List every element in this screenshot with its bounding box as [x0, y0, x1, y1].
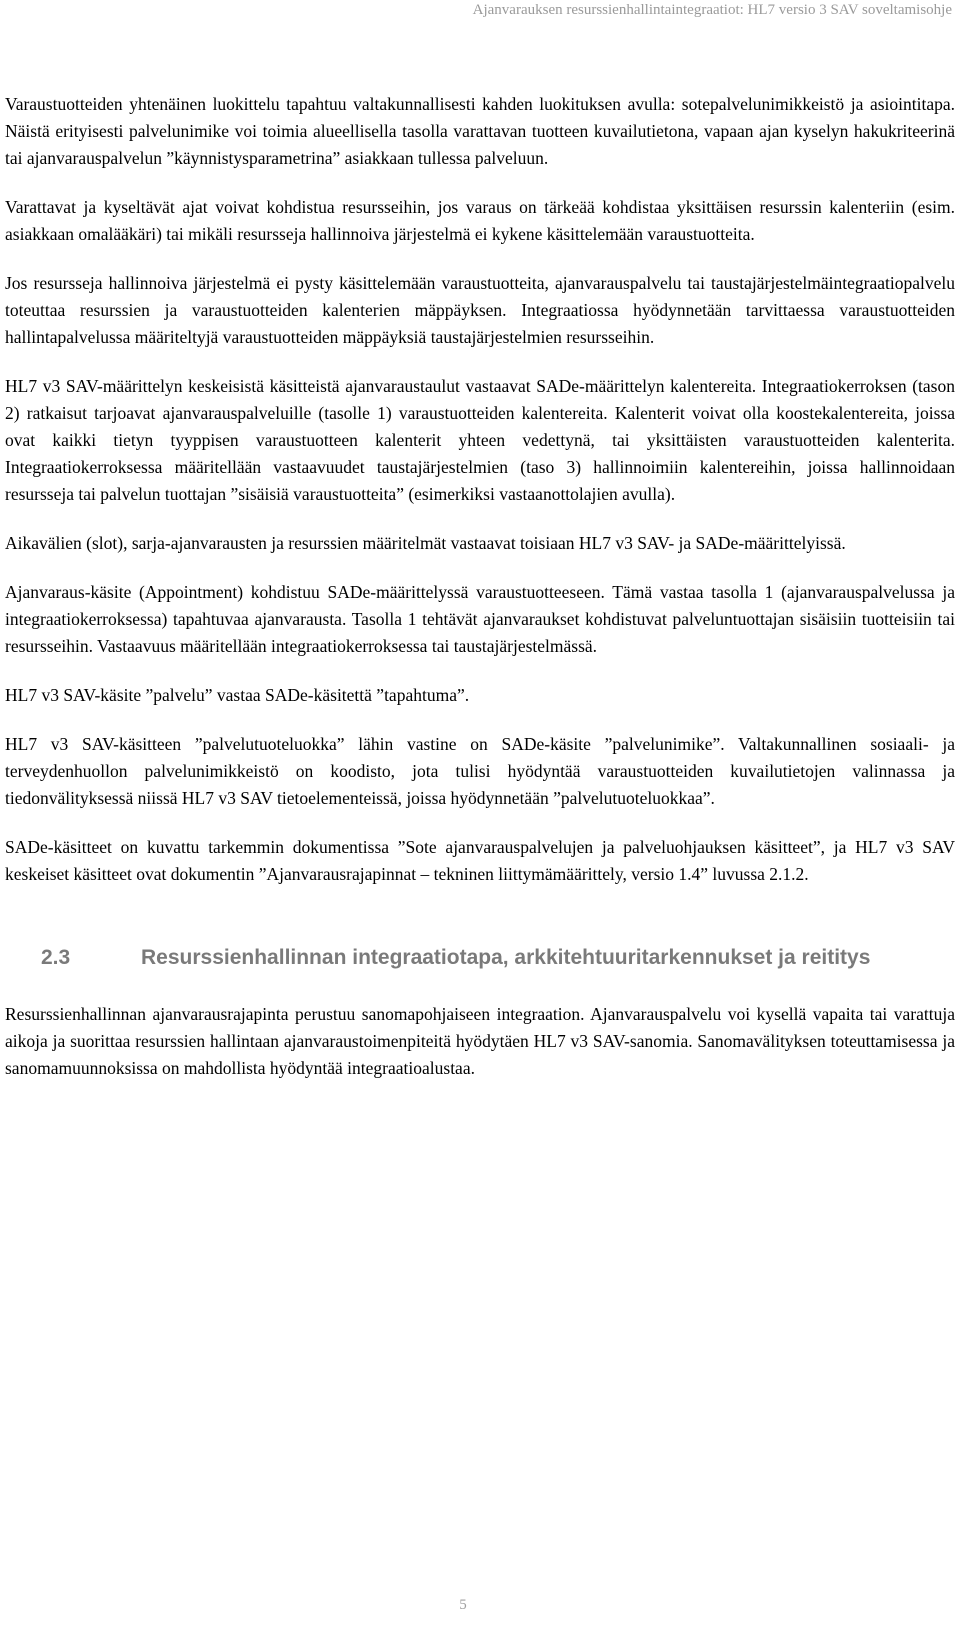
paragraph-service-class: HL7 v3 SAV-käsitteen ”palvelutuoteluokka” lähin vastine on SADe-käsite ”palvelunimike”. Valtakunnallinen sosiaali- ja terveydenhuollon palvelunimikkeistö on koodisto, jota tulisi hyödyntää varaustuotteiden kuvailutietojen valinnassa ja tiedonvälityksessä niissä HL7 v3 SAV tietoelementeissä, joissa hyödynnetään ”palvelutuoteluokkaa”.: [5, 734, 955, 808]
document-body: [5, 91, 955, 1104]
paragraph-service-event: HL7 v3 SAV-käsite ”palvelu” vastaa SADe-käsitettä ”tapahtuma”.: [5, 685, 470, 705]
section-number: 2.3: [41, 946, 71, 969]
section-title: Resurssienhallinnan integraatiotapa, arkkitehtuuritarkennukset ja reititys: [141, 946, 871, 969]
paragraph-slots: Aikavälien (slot), sarja-ajanvarausten ja resurssien määritelmät vastaavat toisiaan HL7 v3 SAV- ja SADe-määrittelyissä.: [5, 533, 846, 553]
paragraph-appointment: Ajanvaraus-käsite (Appointment) kohdistuu SADe-määrittelyssä varaustuotteeseen. Tämä vastaa tasolla 1 (ajanvarauspalvelussa ja integraatiokerroksessa) tapahtuvaa ajanvarausta. Tasolla 1 tehtävät ajanvaraukset kohdistuvat palveluntuottajan sisäisiin tuotteisiin tai resursseihin. Vastaavuus määritellään integraatiokerroksessa tai taustajärjestelmässä.: [5, 582, 955, 656]
paragraph-integration: Resurssienhallinnan ajanvarausrajapinta perustuu sanomapohjaiseen integraation. Ajanvarauspalvelu voi kysellä vapaita tai varattuja aikoja ja suorittaa resurssien hallintaan ajanvaraustoimenpiteitä hyödytäen HL7 v3 SAV-sanomia. Sanomavälityksen toteuttamisessa ja sanomamuunnoksissa on mahdollista hyödyntää integraatioalustaa.: [5, 1004, 955, 1078]
paragraph-references: SADe-käsitteet on kuvattu tarkemmin dokumentissa ”Sote ajanvarauspalvelujen ja palveluohjauksen käsitteet”, ja HL7 v3 SAV keskeiset käsitteet ovat dokumentin ”Ajanvarausrajapinnat – tekninen liittymämäärittely, versio 1.4” luvussa 2.1.2.: [5, 837, 955, 884]
running-header: Ajanvarauksen resurssienhallintaintegraatiot: HL7 versio 3 SAV soveltamisohje: [472, 2, 952, 18]
section-heading: [5, 944, 955, 971]
paragraph-resources: Varattavat ja kyseltävät ajat voivat kohdistua resursseihin, jos varaus on tärkeää kohdistaa yksittäisen resurssin kalenteriin (esim. asiakkaan omalääkäri) tai mikäli resursseja hallinnoiva järjestelmä ei kykene käsittelemään varaustuotteita.: [5, 197, 955, 244]
paragraph-classification: Varaustuotteiden yhtenäinen luokittelu tapahtuu valtakunnallisesti kahden luokituksen avulla: sotepalvelunimikkeistö ja asiointitapa. Näistä erityisesti palvelunimike voi toimia alueellisella tasolla varattavan tuotteen kuvailutietona, vapaan ajan kyselyn hakukriteerinä tai ajanvarauspalvelun ”käynnistysparametrina” asiakkaan tullessa palveluun.: [5, 94, 955, 168]
paragraph-mapping: Jos resursseja hallinnoiva järjestelmä ei pysty käsittelemään varaustuotteita, ajanvarauspalvelu tai taustajärjestelmäintegraatiopalvelu toteuttaa resurssien ja varaustuotteiden kalenterien mäppäyksen. Integraatiossa hyödynnetään tarvittaessa varaustuotteiden hallintapalvelussa määriteltyjä varaustuotteiden mäppäyksiä taustajärjestelmien resursseihin.: [5, 273, 955, 347]
paragraph-calendars: HL7 v3 SAV-määrittelyn keskeisistä käsitteistä ajanvaraustaulut vastaavat SADe-määrittelyn kalentereita. Integraatiokerroksen (tason 2) ratkaisut tarjoavat ajanvarauspalveluille (tasolle 1) varaustuotteiden kalentereita. Kalenterit voivat olla koostekalentereita, joissa ovat kaikki tietyn tyyppisen varaustuotteen kalenterit yhteen vedettynä, tai yksittäisten varaustuotteiden kalenterita. Integraatiokerroksessa määritellään vastaavuudet taustajärjestelmien (taso 3) hallinnoimiin kalentereihin, joissa hallinnoidaan resursseja tai palvelun tuottajan ”sisäisiä varaustuotteita” (esimerkiksi vastaanottolajien avulla).: [5, 376, 955, 504]
page-number: 5: [459, 1597, 467, 1613]
